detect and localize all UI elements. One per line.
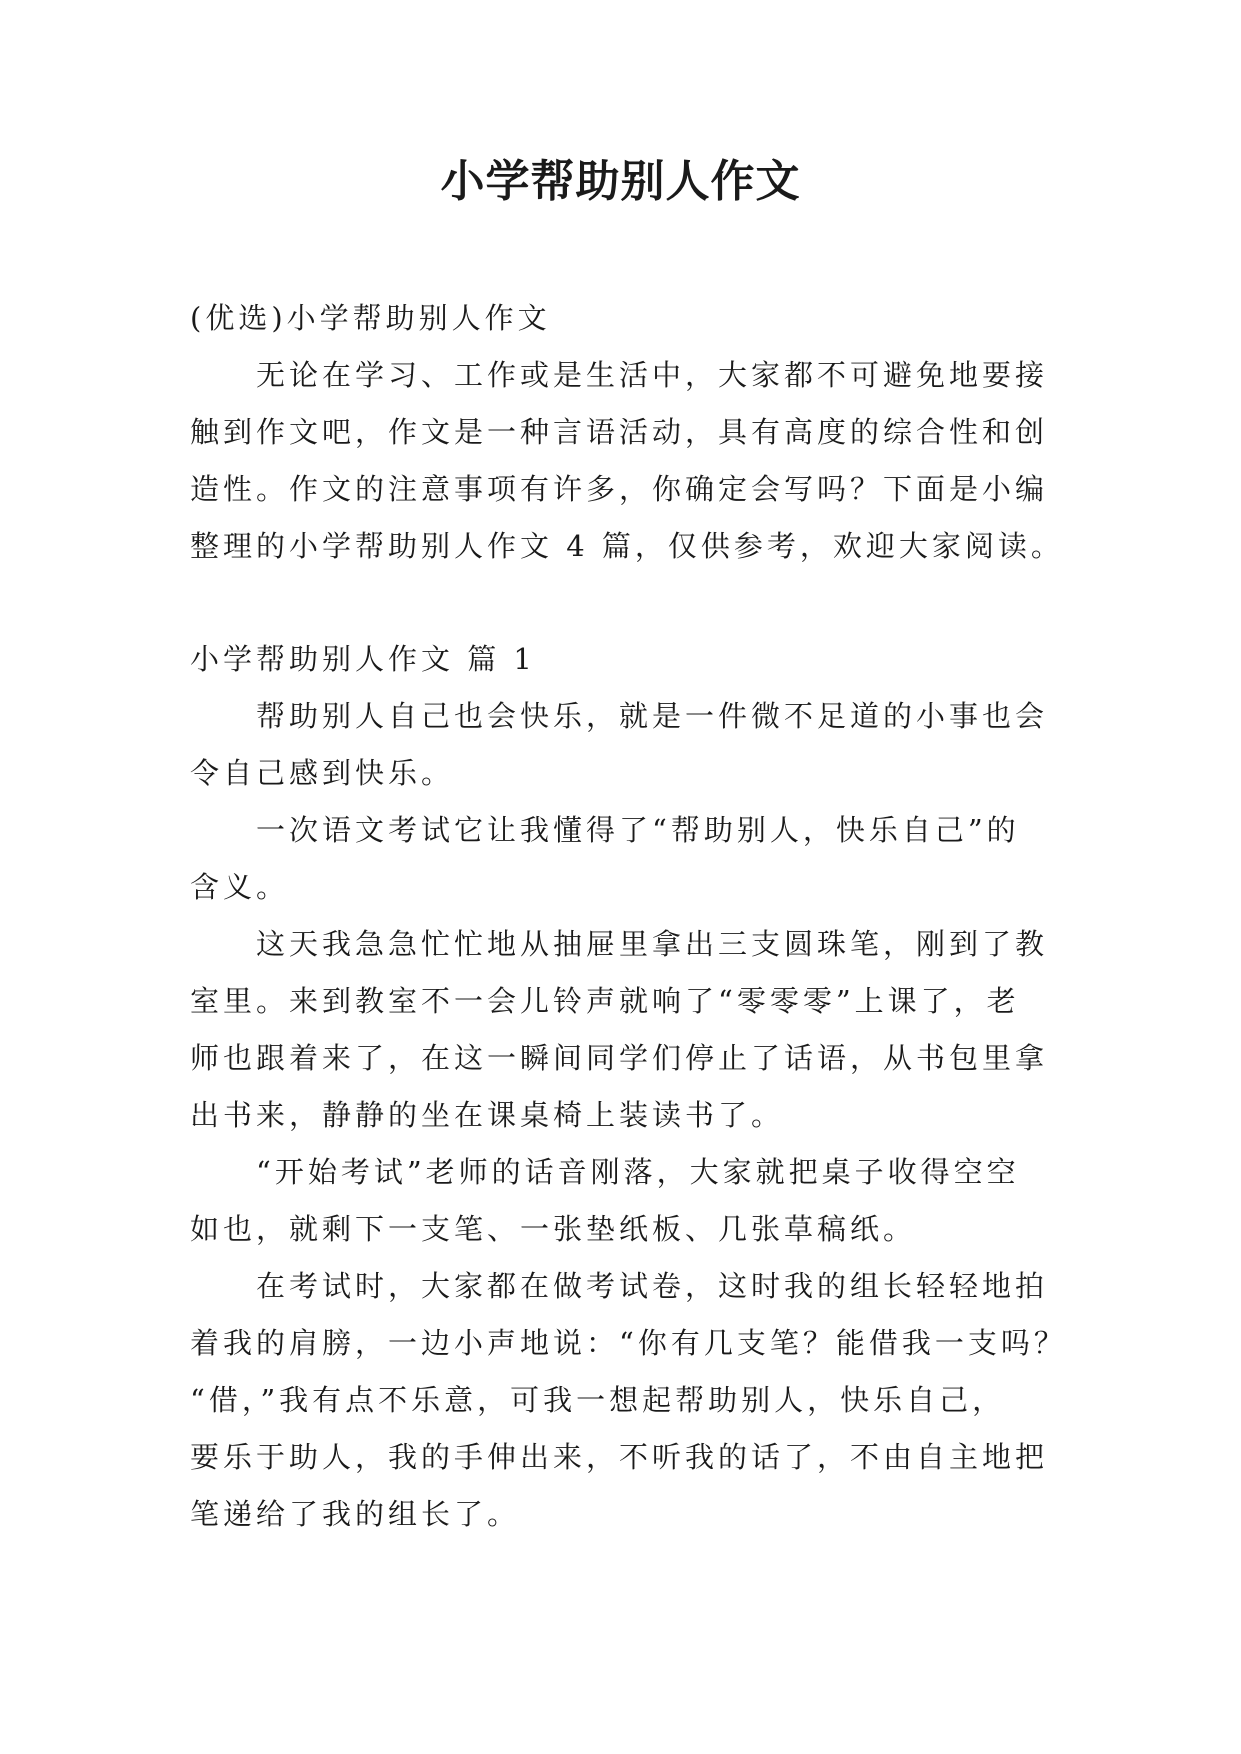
paragraph-line: 一次语文考试它让我懂得了“帮助别人，快乐自己”的 <box>256 813 1020 847</box>
paragraph-line: “开始考试”老师的话音刚落，大家就把桌子收得空空 <box>256 1155 1020 1189</box>
body-paragraph-2 <box>190 802 1070 916</box>
paragraph-line: 含义。 <box>190 870 290 904</box>
paragraph-line: 在考试时，大家都在做考试卷，这时我的组长轻轻地拍 <box>256 1269 1049 1303</box>
section-spacer <box>190 575 1070 631</box>
document-body <box>190 290 1070 1543</box>
paragraph-line: 造性。作文的注意事项有许多，你确定会写吗？下面是小编 <box>190 472 1049 506</box>
section-heading: 小学帮助别人作文 篇 1 <box>190 642 536 676</box>
intro-paragraph <box>190 347 1070 575</box>
paragraph-line: 触到作文吧，作文是一种言语活动，具有高度的综合性和创 <box>190 415 1049 449</box>
paragraph-line: 无论在学习、工作或是生活中，大家都不可避免地要接 <box>256 358 1049 392</box>
page-title: 小学帮助别人作文 <box>440 156 801 207</box>
paragraph-line: 帮助别人自己也会快乐，就是一件微不足道的小事也会 <box>256 699 1049 733</box>
paragraph-line: 出书来，静静的坐在课桌椅上装读书了。 <box>190 1098 785 1132</box>
paragraph-line: 如也，就剩下一支笔、一张垫纸板、几张草稿纸。 <box>190 1212 917 1246</box>
paragraph-line: 这天我急急忙忙地从抽屉里拿出三支圆珠笔，刚到了教 <box>256 927 1049 961</box>
paragraph-line: 要乐于助人，我的手伸出来，不听我的话了，不由自主地把 <box>190 1440 1049 1474</box>
paragraph-line: 着我的肩膀，一边小声地说：“你有几支笔？能借我一支吗？ <box>190 1326 1067 1360</box>
paragraph-line: 令自己感到快乐。 <box>190 756 455 790</box>
paragraph-line: 室里。来到教室不一会儿铃声就响了“零零零”上课了，老 <box>190 984 1020 1018</box>
body-paragraph-4 <box>190 1144 1070 1258</box>
body-paragraph-1 <box>190 688 1070 802</box>
paragraph-line: 师也跟着来了，在这一瞬间同学们停止了话语，从书包里拿 <box>190 1041 1049 1075</box>
document-subtitle: (优选)小学帮助别人作文 <box>190 301 551 335</box>
paragraph-line: 笔递给了我的组长了。 <box>190 1497 521 1531</box>
paragraph-line: “借，”我有点不乐意，可我一想起帮助别人，快乐自己， <box>190 1383 1006 1417</box>
body-paragraph-3 <box>190 916 1070 1144</box>
paragraph-line: 整理的小学帮助别人作文 4 篇，仅供参考，欢迎大家阅读。 <box>190 529 1064 563</box>
body-paragraph-5 <box>190 1258 1070 1543</box>
